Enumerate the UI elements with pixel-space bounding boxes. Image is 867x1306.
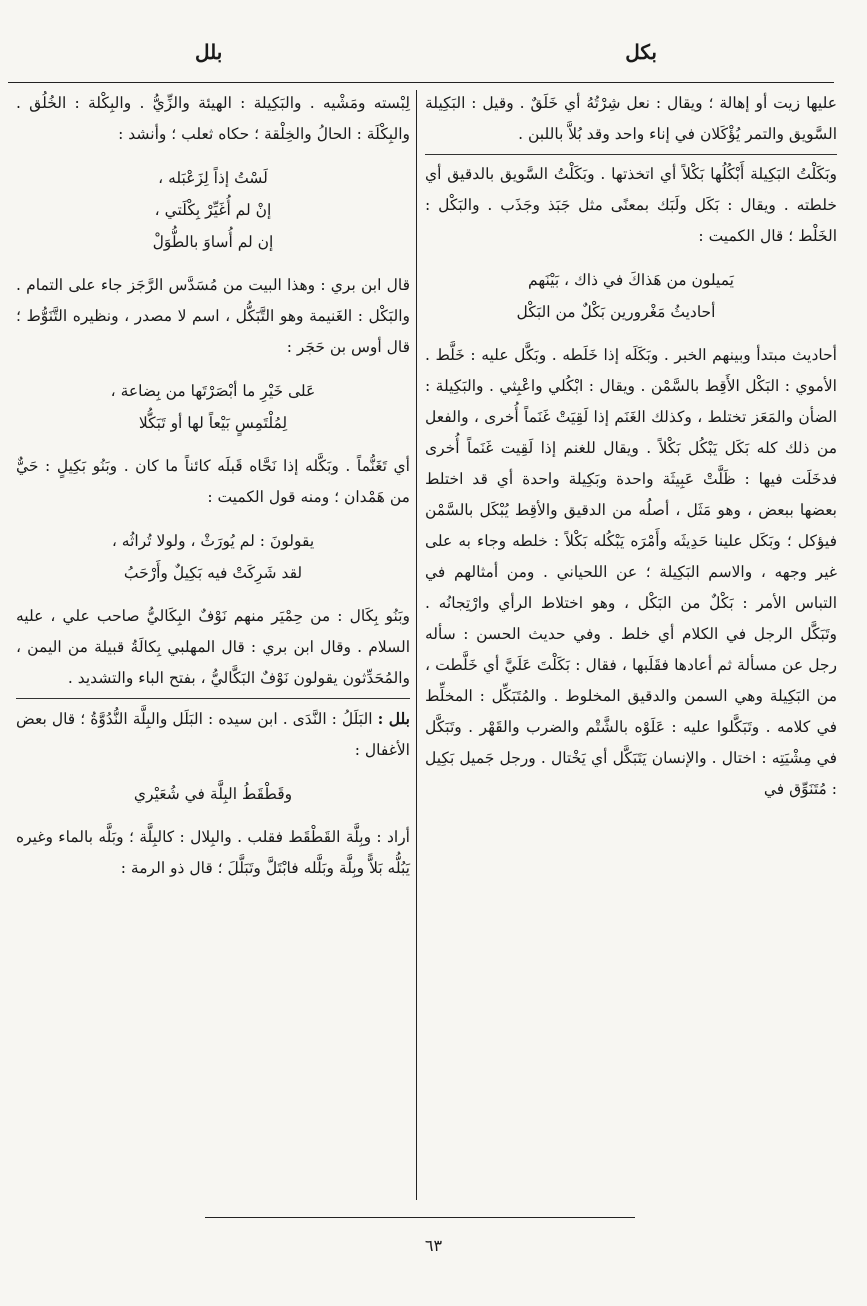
left-column bbox=[16, 88, 410, 884]
page-number: ٦٣ bbox=[424, 1236, 443, 1255]
verse-line: إنْ لم أُغَيِّرْ بِكْلَتي ، bbox=[154, 201, 272, 219]
verse-line: وقَطْقَطُ البِلَّة في شُعَيْري bbox=[133, 785, 293, 803]
verse-block bbox=[16, 162, 410, 258]
paragraph: أحاديث مبتدأ وبينهم الخبر . وبَكَلَه إذا خَلَطه . وبَكَّل عليه : خَلَّط . الأموي : البَكْل الأَقِط بالسَّمْن . ويقال : ابْكُلي واعْبِثي . والبَكِيلة : الضأن والمَعَز تختلط ، وكذلك الغَنَم إذا لَقِيَتْ غَنَماً أُخرى ، والفعل من ذلك كله بَكَل يَبْكُل بَكْلاً . ويقال للغنم إذا لَقِيت غَنَماً أُخرى فدخَلَت فيها : ظَلَّتْ عَبِيثَة واحدة وبَكِيلة واحدة أي قد اختلط بعضها ببعض ، وهو مَثَل ، أصلُه من الدقيق والأقِط يُبْكَل بالسَّمْن فيؤكل ؛ وبَكَل علينا حَدِيثَه وأَمْرَه يَبْكُله بَكْلاً : خلطه وجاء به على غير وجهه ، والاسم البَكِيلة ؛ عن اللحياني . ومن أمثالهم في التباس الأمر : بَكْلٌ من البَكْل ، وهو اختلاط الرأي وارْتِجانُه . وتَبَكَّل الرجل في الكلام أي خلط . وفي حديث الحسن : سأله رجل عن مسألة ثم أعادها فقَلَبها ، فقال : بَكَلْتَ عَلَيَّ أي خَلَّطت ، من البَكِيلة وهي السمن والدقيق المخلوط . والمُتَبَكِّل : المخلِّط في كلامه . وتَبَكَّلوا عليه : عَلَوْه بالشَّتْم والضرب والقَهْر . وتَبَكَّل في مِشْيَتِه : اختال . والإنسان يَتَبَكَّل أي يَخْتال . ورجل جَميل بَكِيل : مُتَنَوِّق في bbox=[425, 346, 837, 798]
entry-text: البَلَلُ : النَّدَى . ابن سيده : البَلَل والبِلَّة النُّدُوَّةُ ؛ قال بعض الأغفال : bbox=[16, 710, 410, 759]
verse-line: لقد شَرِكَتْ فيه بَكِيلٌ وأَرْحَبُ bbox=[123, 564, 303, 582]
paragraph: عليها زيت أو إهالة ؛ ويقال : نعل شِرْتُهُ أي خَلَقٌ . وقيل : البَكِيلة السَّويق والتمر يُؤْكَلان في إناء واحد وقد بُلاَّ باللبن . bbox=[425, 94, 837, 143]
paragraph: قال ابن بري : وهذا البيت من مُسَدَّس الرَّجَز جاء على التمام . والبَكْل : الغَنيمة وهو التَّبَكُّل ، اسم لا مصدر ، ونظيره التَّنَوُّط ؛ قال أوس بن حَجَر : bbox=[16, 276, 410, 356]
verse-line: لِمُلْتَمِسٍ بَيْعاً لها أو تَبَكُّلا bbox=[138, 414, 288, 432]
verse-block bbox=[16, 375, 410, 439]
header-word-right: بكل bbox=[625, 40, 657, 64]
verse-line: يَميلون من هَذاكَ في ذاك ، بَيْنَهم bbox=[528, 271, 734, 289]
column-divider bbox=[416, 90, 417, 1200]
verse-block bbox=[425, 264, 837, 328]
verse-line: أحاديثُ مَغْرورين بَكْلٌ من البَكْل bbox=[516, 303, 716, 321]
verse-line: عَلى خَيْرِ ما أبْصَرْتَها من بِضاعة ، bbox=[110, 382, 316, 400]
right-column bbox=[425, 88, 837, 805]
paragraph: أي تَغَنُّماً . وبَكَّله إذا نَحَّاه قَبلَه كائناً ما كان . وبَنُو بَكِيلٍ : حَيٌّ من هَمْدان ؛ ومنه قول الكميت : bbox=[16, 457, 410, 506]
bottom-rule bbox=[205, 1217, 635, 1218]
header-word-left: بلل bbox=[195, 40, 223, 64]
top-rule bbox=[8, 82, 834, 83]
verse-line: لَسْتُ إذاً لِزَعْبَله ، bbox=[158, 169, 268, 187]
entry-lemma: بلل : bbox=[377, 709, 410, 728]
entry-paragraph bbox=[16, 698, 410, 766]
verse-block bbox=[16, 525, 410, 589]
paragraph: وبَكَلْتُ البَكِيلة أَبْكُلُها بَكْلاً أي اتخذتها . وبَكَلْتُ السَّويق بالدقيق أي خلطته . ويقال : بَكَل ولَبَك بمعنًى مثل جَبَذ وجَذَب . والبَكْل : الخَلْط ؛ قال الكميت : bbox=[425, 154, 837, 252]
verse-line: إن لم أُساوَ بالطُّوَلْ bbox=[152, 233, 274, 251]
verse-line: يقولونَ : لم يُورَثْ ، ولولا تُراثُه ، bbox=[111, 532, 315, 550]
paragraph: لِبْسته ومَشْيه . والبَكِيلة : الهيئة والزِّيُّ . والبِكْلة : الخُلُق . والبِكْلَة : الحالُ والخِلْقة ؛ حكاه ثعلب ؛ وأنشد : bbox=[16, 94, 410, 143]
paragraph: أراد : وبِلَّة القَطْقَط فقلب . والبِلال : كالبِلَّة ؛ وبَلَّه بالماء وغيره يَبُلُّه بَلاًّ وبِلَّة وبَلَّله فابْتَلَّ وتَبَلَّلَ ؛ قال ذو الرمة : bbox=[16, 828, 410, 877]
verse-block bbox=[16, 778, 410, 810]
paragraph: وبَنُو بِكَال : من حِمْيَر منهم نَوْفٌ البِكَاليُّ صاحب علي ، عليه السلام . وقال ابن بري : قال المهلبي بِكالَةُ قبيلة من اليمن ، والمُحَدِّثون يقولون نَوْفٌ البَكَّاليُّ ، بفتح الباء والتشديد . bbox=[16, 607, 410, 687]
